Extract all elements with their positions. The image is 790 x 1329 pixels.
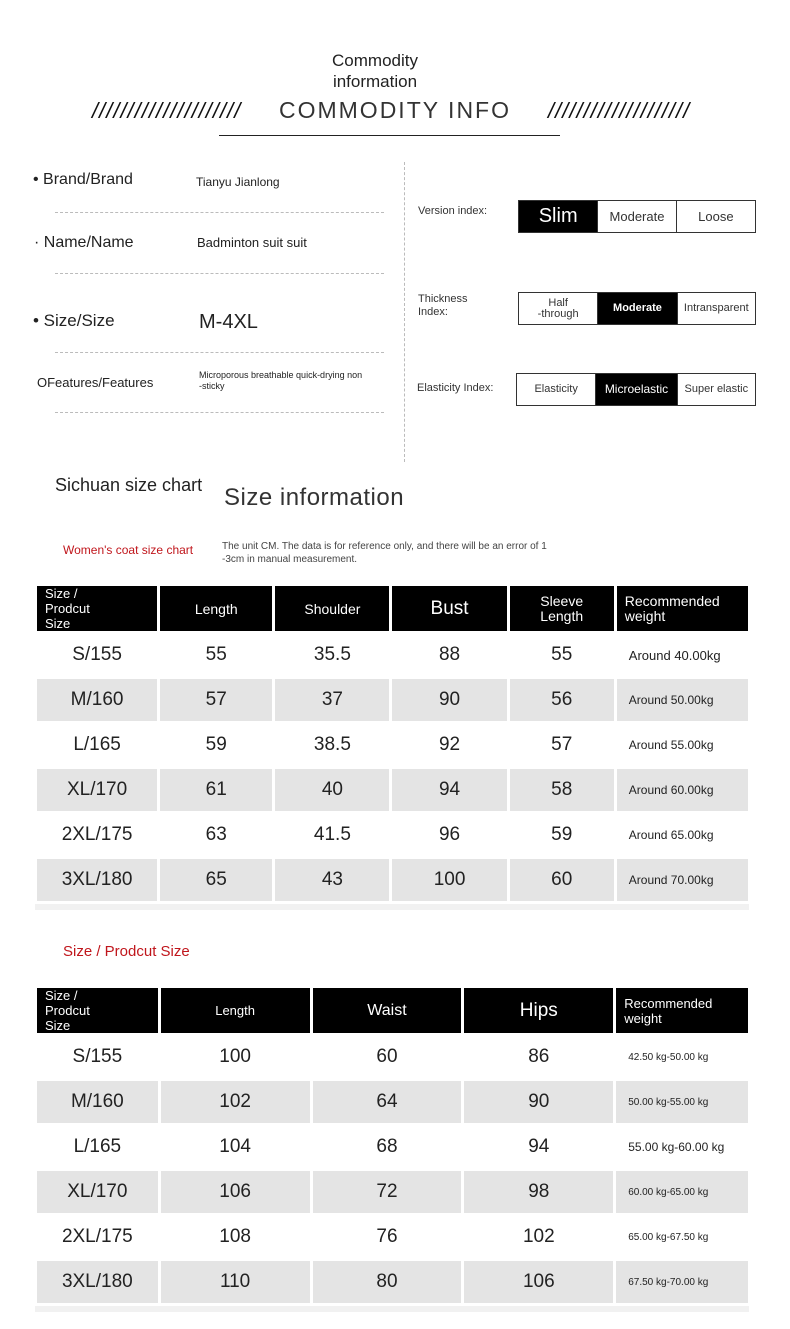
cell-hips: 102	[464, 1216, 613, 1258]
brand-value: Tianyu Jianlong	[196, 175, 280, 189]
version-option-moderate: Moderate	[598, 201, 676, 232]
cell-hips: 106	[464, 1261, 613, 1303]
coat-header-size-line2: Prodcut	[45, 601, 90, 616]
cell-waist: 80	[313, 1261, 462, 1303]
pants-table-header	[37, 988, 748, 1033]
thickness-option-intransparent: Intransparent	[683, 302, 749, 314]
measurement-note	[222, 540, 547, 566]
cell-hips: 86	[464, 1036, 613, 1078]
size-label: • Size/Size	[33, 311, 115, 330]
measurement-note-line2: -3cm in manual measurement.	[222, 554, 358, 565]
thickness-option-moderate: Moderate	[598, 293, 677, 324]
table-row	[37, 814, 748, 856]
cell-weight: 55.00 kg-60.00 kg	[616, 1126, 748, 1168]
features-value	[199, 370, 362, 392]
elasticity-index-scale	[516, 373, 756, 406]
coat-header-sleeve-length	[510, 586, 614, 631]
features-value-line2: -sticky	[199, 381, 225, 391]
pants-size-table	[34, 985, 751, 1306]
version-index-scale	[518, 200, 756, 233]
cell-shoulder: 40	[275, 769, 389, 811]
thickness-index-label	[418, 293, 468, 319]
cell-weight: Around 60.00kg	[617, 769, 748, 811]
coat-header-shoulder: Shoulder	[275, 586, 389, 631]
coat-header-bust: Bust	[392, 586, 506, 631]
coat-header-length: Length	[160, 586, 272, 631]
cell-sleeve: 56	[510, 679, 614, 721]
size-information-title: Size information	[224, 484, 405, 511]
cell-shoulder: 35.5	[275, 634, 389, 676]
cell-sleeve: 60	[510, 859, 614, 901]
cell-weight: 60.00 kg-65.00 kg	[616, 1171, 748, 1213]
table-row	[37, 769, 748, 811]
coat-table-header	[37, 586, 748, 631]
pants-header-length: Length	[161, 988, 310, 1033]
elasticity-option-elasticity: Elasticity	[517, 374, 596, 405]
table-row	[37, 859, 748, 901]
pants-header-size-line1: Size /	[45, 988, 78, 1003]
cell-weight: 50.00 kg-55.00 kg	[616, 1081, 748, 1123]
cell-length: 108	[161, 1216, 310, 1258]
cell-shoulder: 38.5	[275, 724, 389, 766]
cell-weight: Around 65.00kg	[617, 814, 748, 856]
cell-bust: 88	[392, 634, 506, 676]
version-option-slim: Slim	[519, 201, 598, 232]
cell-length: 55	[160, 634, 272, 676]
cell-weight: Around 50.00kg	[617, 679, 748, 721]
table-row	[37, 1036, 748, 1078]
table-row	[37, 679, 748, 721]
cell-weight: 42.50 kg-50.00 kg	[616, 1036, 748, 1078]
coat-size-table	[34, 583, 751, 904]
table-row	[37, 1081, 748, 1123]
thickness-label-line1: Thickness	[418, 293, 468, 305]
divider	[55, 273, 384, 274]
thickness-label-line2: Index:	[418, 306, 448, 318]
header-subtitle	[0, 50, 750, 92]
cell-bust: 100	[392, 859, 506, 901]
cell-sleeve: 59	[510, 814, 614, 856]
features-value-line1: Microporous breathable quick-drying non	[199, 370, 363, 380]
cell-size: S/155	[37, 634, 157, 676]
cell-length: 102	[161, 1081, 310, 1123]
table-row	[37, 1126, 748, 1168]
cell-bust: 90	[392, 679, 506, 721]
thickness-option-half-line1: Half	[548, 296, 568, 309]
cell-shoulder: 37	[275, 679, 389, 721]
name-value: Badminton suit suit	[197, 235, 307, 250]
cell-length: 59	[160, 724, 272, 766]
table-row	[37, 724, 748, 766]
cell-length: 100	[161, 1036, 310, 1078]
cell-size: M/160	[37, 679, 157, 721]
slashes-left: /////////////////////	[92, 98, 242, 123]
coat-header-sleeve-line2: Length	[540, 607, 584, 624]
cell-waist: 64	[313, 1081, 462, 1123]
cell-size: XL/170	[37, 769, 157, 811]
features-label: OFeatures/Features	[37, 375, 154, 390]
coat-header-weight-line2: weight	[624, 607, 666, 624]
cell-size: 3XL/180	[37, 1261, 158, 1303]
cell-shoulder: 41.5	[275, 814, 389, 856]
cell-weight: 65.00 kg-67.50 kg	[616, 1216, 748, 1258]
cell-hips: 90	[464, 1081, 613, 1123]
thickness-option-half-through	[519, 293, 598, 324]
cell-length: 61	[160, 769, 272, 811]
cell-length: 106	[161, 1171, 310, 1213]
pants-header-weight-line1: Recommended	[624, 995, 713, 1011]
cell-sleeve: 57	[510, 724, 614, 766]
pants-header-weight-line2: weight	[624, 1010, 662, 1026]
cell-length: 110	[161, 1261, 310, 1303]
cell-hips: 98	[464, 1171, 613, 1213]
thickness-option-half-line2: -through	[537, 307, 579, 320]
cell-length: 65	[160, 859, 272, 901]
column-divider	[404, 162, 405, 462]
pants-header-size-line3: Size	[45, 1018, 71, 1033]
pants-header-weight	[616, 988, 748, 1033]
cell-weight: Around 70.00kg	[617, 859, 748, 901]
cell-waist: 60	[313, 1036, 462, 1078]
pants-size-chart-label: Size / Prodcut Size	[63, 943, 190, 960]
divider	[55, 212, 384, 213]
table-row	[37, 634, 748, 676]
cell-waist: 76	[313, 1216, 462, 1258]
pants-header-waist: Waist	[313, 988, 462, 1033]
cell-weight: Around 40.00kg	[617, 634, 748, 676]
table-row	[37, 1216, 748, 1258]
brand-label: • Brand/Brand	[33, 171, 133, 188]
table-row	[37, 1261, 748, 1303]
cell-weight: Around 55.00kg	[617, 724, 748, 766]
header-subtitle-line2: information	[332, 72, 418, 91]
cell-length: 104	[161, 1126, 310, 1168]
cell-size: M/160	[37, 1081, 158, 1123]
cell-weight: 67.50 kg-70.00 kg	[616, 1261, 748, 1303]
name-label: · Name/Name	[34, 234, 134, 251]
slashes-right: ////////////////////	[548, 98, 691, 123]
cell-hips: 94	[464, 1126, 613, 1168]
coat-header-sleeve-line1: Sleeve	[540, 592, 584, 609]
cell-size: 2XL/175	[37, 814, 157, 856]
cell-size: S/155	[37, 1036, 158, 1078]
divider	[55, 412, 384, 413]
coat-header-size	[37, 586, 157, 631]
cell-sleeve: 58	[510, 769, 614, 811]
cell-size: XL/170	[37, 1171, 158, 1213]
coat-header-size-line3: Size	[45, 616, 71, 631]
coat-header-weight	[617, 586, 748, 631]
size-chart-title: Sichuan size chart	[55, 475, 203, 495]
measurement-note-line1: The unit CM. The data is for reference only, and there will be an error of 1	[222, 541, 547, 552]
cell-shoulder: 43	[275, 859, 389, 901]
cell-bust: 94	[392, 769, 506, 811]
cell-waist: 68	[313, 1126, 462, 1168]
cell-length: 57	[160, 679, 272, 721]
size-value: M-4XL	[199, 311, 258, 333]
cell-length: 63	[160, 814, 272, 856]
page-title: COMMODITY INFO	[278, 97, 511, 123]
pants-header-size-line2: Prodcut	[45, 1003, 90, 1018]
divider	[55, 352, 384, 353]
thickness-index-scale	[518, 292, 756, 325]
coat-header-size-line1: Size /	[45, 586, 78, 601]
elasticity-option-microelastic: Microelastic	[596, 374, 677, 405]
elasticity-option-super-elastic: Super elastic	[684, 383, 749, 395]
version-option-loose: Loose	[698, 209, 734, 224]
table-row	[37, 1171, 748, 1213]
cell-bust: 92	[392, 724, 506, 766]
coat-size-chart-label: Women's coat size chart	[63, 543, 194, 557]
pants-header-size	[37, 988, 158, 1033]
cell-size: L/165	[37, 724, 157, 766]
cell-waist: 72	[313, 1171, 462, 1213]
pants-header-hips: Hips	[464, 988, 613, 1033]
cell-size: 2XL/175	[37, 1216, 158, 1258]
version-index-label: Version index:	[418, 205, 488, 217]
header-subtitle-line1: Commodity	[332, 51, 418, 70]
cell-size: L/165	[37, 1126, 158, 1168]
elasticity-index-label: Elasticity Index:	[417, 382, 494, 394]
cell-size: 3XL/180	[37, 859, 157, 901]
cell-sleeve: 55	[510, 634, 614, 676]
coat-header-weight-line1: Recommended	[624, 592, 720, 609]
header-divider	[219, 135, 560, 136]
cell-bust: 96	[392, 814, 506, 856]
